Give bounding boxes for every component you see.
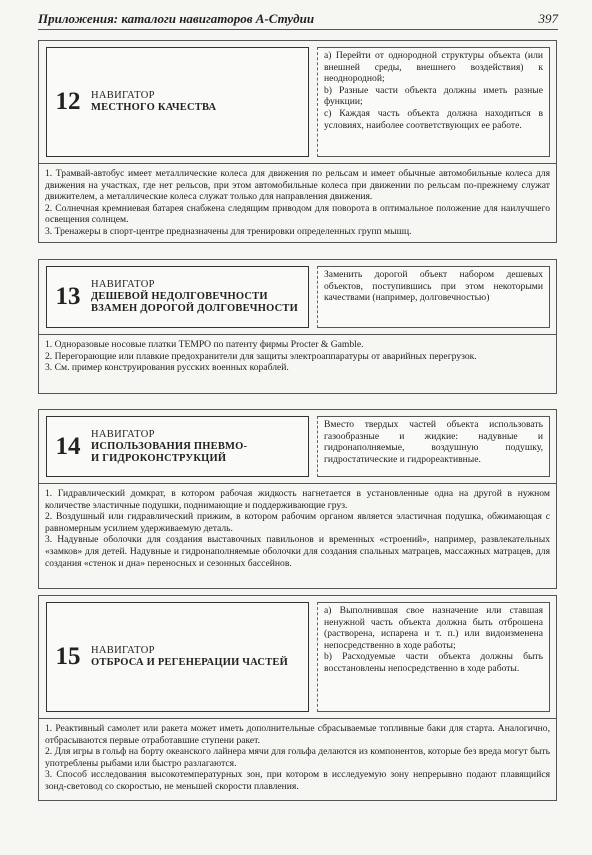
examples-list xyxy=(39,164,556,242)
examples-list xyxy=(39,484,556,573)
example-item: 3. Тренажеры в спорт-центре предназначены для тренировки определенных групп мышц. xyxy=(45,225,412,237)
goal-item: b) Расходуемые части объекта должны быть восстановлены непосредственно в ходе работы. xyxy=(324,651,543,674)
example-item: 1. Одноразовые носовые платки TEMPO по патенту фирмы Procter & Gamble. xyxy=(45,339,364,350)
navigator-label: НАВИГАТОР xyxy=(91,645,155,656)
navigator-name-line: МЕСТНОГО КАЧЕСТВА xyxy=(91,102,217,113)
example-item: 1. Трамвай-автобус имеет металлические колеса для движения по рельсам и имеет обычные автомобильные колеса для движения на участках, где нет рельсов, при этом автомобильные колеса при движении по рельсам по-прежнему служат движителем, а металлические колеса служат только для направления движения. xyxy=(45,168,550,203)
example-item: 2. Солнечная кремниевая батарея снабжена следящим приводом для поворота в оптимальное положение для наилучшего освещения солнцем. xyxy=(45,202,550,226)
navigator-name-line: ДЕШЕВОЙ НЕДОЛГОВЕЧНОСТИ xyxy=(91,291,268,302)
navigator-name-line: ОТБРОСА И РЕГЕНЕРАЦИИ ЧАСТЕЙ xyxy=(91,657,288,668)
navigator-goal-box xyxy=(317,602,550,712)
example-item: 2. Для игры в гольф на борту океанского лайнера мячи для гольфа делаются из компонентов, которые без вреда могут быть употреблены рыбами или быстро разлагаются. xyxy=(45,746,550,769)
navigator-name-line: ВЗАМЕН ДОРОГОЙ ДОЛГОВЕЧНОСТИ xyxy=(91,303,298,314)
examples-list xyxy=(39,719,556,797)
example-item: 2. Воздушный или гидравлический прижим, в котором рабочим органом является эластичная подушка, обжимающая с равномерным усилием удерживаемую деталь. xyxy=(45,511,550,534)
goal-item: a) Перейти от однородной структуры объекта (или внешней среды, внешнего воздействия) к неоднородной; xyxy=(324,50,543,85)
navigator-card-13 xyxy=(38,259,557,394)
example-item: 1. Реактивный самолет или ракета может иметь дополнительные сбрасываемые топливные баки для старта. Аналогично, отбрасываются первые отработавшие ступени ракет. xyxy=(45,723,550,746)
goal-item: Вместо твердых частей объекта использовать газообразные и жидкие: надувные и гидронаполняемые, воздушную подушку, гидростатические и гидрореактивные. xyxy=(324,419,543,465)
navigator-goal-box xyxy=(317,47,550,157)
navigator-card-14 xyxy=(38,409,557,589)
page-header xyxy=(38,8,558,30)
navigator-label: НАВИГАТОР xyxy=(91,428,155,440)
example-item: 3. Надувные оболочки для создания выставочных павильонов и временных «строений», например, развлекательных «замков» для детей. Надувные и гидронаполняемые оболочки для создания спальных матрацев, массажных матрацев, для создания «стенок и дна» переносных и сезонных бассейнов. xyxy=(45,534,550,569)
navigator-label: НАВИГАТОР xyxy=(91,90,155,101)
example-item: 2. Перегорающие или плавкие предохранители для защиты электроаппаратуры от аварийных перегрузок. xyxy=(45,350,477,362)
navigator-goal-box xyxy=(317,266,550,328)
navigator-number: 14 xyxy=(55,432,81,460)
navigator-card-15 xyxy=(38,595,557,801)
goal-item: a) Выполнившая свое назначение или ставшая ненужной часть объекта должна быть отброшена (растворена, испарена и т. п.) или видоизменена непосредственно в ходе работы; xyxy=(324,605,543,651)
navigator-title-box xyxy=(46,266,309,328)
examples-list xyxy=(39,335,556,378)
navigator-name-line: И ГИДРОКОНСТРУКЦИЙ xyxy=(91,452,227,464)
page-number: 397 xyxy=(538,11,558,26)
navigator-title-box xyxy=(46,602,309,712)
navigator-title-box xyxy=(46,416,309,477)
navigator-name-line: ИСПОЛЬЗОВАНИЯ ПНЕВМО- xyxy=(91,440,248,452)
navigator-number: 15 xyxy=(55,643,81,670)
navigator-number: 12 xyxy=(55,88,81,115)
navigator-goal-box xyxy=(317,416,550,477)
example-item: 3. См. пример конструирования русских военных кораблей. xyxy=(45,362,289,374)
goal-item: Заменить дорогой объект набором дешевых объектов, поступившись при этом некоторыми качествами (например, долговечностью) xyxy=(324,269,543,304)
goal-item: b) Разные части объекта должны иметь разные функции; xyxy=(324,84,543,108)
navigator-card-12 xyxy=(38,40,557,243)
example-item: 1. Гидравлический домкрат, в котором рабочая жидкость нагнетается в установленные одна на другой в нужном количестве эластичные подушки, поднимающие и поддерживающие груз. xyxy=(45,488,550,511)
running-title: Приложения: каталоги навигаторов А-Студии xyxy=(38,11,315,26)
navigator-label: НАВИГАТОР xyxy=(91,279,155,290)
goal-item: c) Каждая часть объекта должна находиться в условиях, наиболее соответствующих ее работе. xyxy=(324,107,543,131)
example-item: 3. Способ исследования высокотемпературных зон, при котором в исследуемую зону непрерывно подают плавящийся зонд-световод со скоростью, не меньшей скорости плавления. xyxy=(45,769,550,792)
navigator-title-box xyxy=(46,47,309,157)
navigator-number: 13 xyxy=(55,283,81,310)
